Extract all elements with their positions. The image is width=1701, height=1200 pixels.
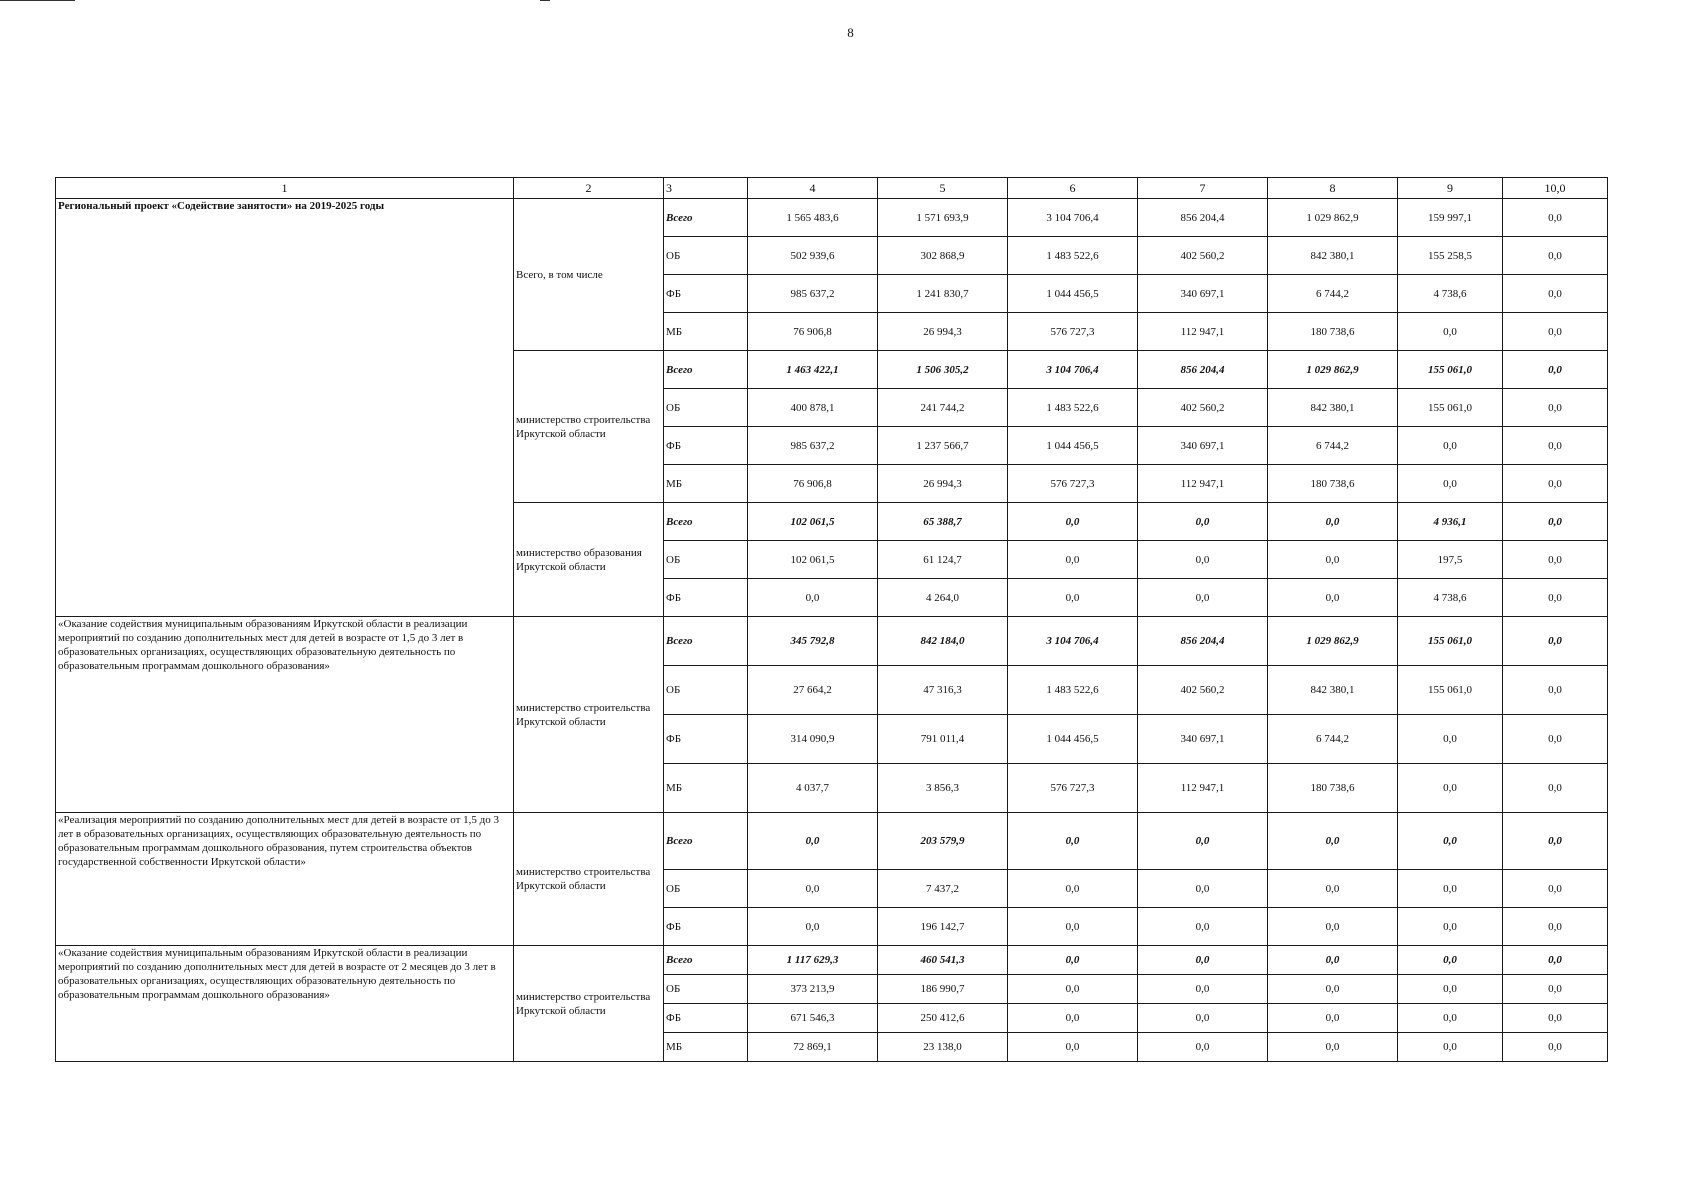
amount-cell: 0,0 [1268, 975, 1398, 1004]
amount-cell: 0,0 [1008, 908, 1138, 946]
amount-cell: 0,0 [1503, 427, 1608, 465]
funding-source: МБ [664, 465, 748, 503]
funding-source: ФБ [664, 908, 748, 946]
responsible-organization: министерство строительства Иркутской области [514, 617, 664, 813]
amount-cell: 0,0 [1268, 908, 1398, 946]
amount-cell: 0,0 [1503, 946, 1608, 975]
header-cell: 5 [878, 178, 1008, 199]
amount-cell: 791 011,4 [878, 715, 1008, 764]
amount-cell: 0,0 [748, 908, 878, 946]
amount-cell: 1 029 862,9 [1268, 199, 1398, 237]
amount-cell: 0,0 [1138, 1033, 1268, 1062]
responsible-organization: министерство образования Иркутской области [514, 503, 664, 617]
amount-cell: 340 697,1 [1138, 275, 1268, 313]
amount-cell: 159 997,1 [1398, 199, 1503, 237]
amount-cell: 4 738,6 [1398, 579, 1503, 617]
amount-cell: 0,0 [1008, 579, 1138, 617]
amount-cell: 0,0 [1138, 908, 1268, 946]
amount-cell: 842 380,1 [1268, 237, 1398, 275]
amount-cell: 0,0 [1138, 541, 1268, 579]
amount-cell: 3 104 706,4 [1008, 617, 1138, 666]
amount-cell: 460 541,3 [878, 946, 1008, 975]
amount-cell: 0,0 [1008, 813, 1138, 870]
amount-cell: 0,0 [1503, 465, 1608, 503]
responsible-organization: Всего, в том числе [514, 199, 664, 351]
funding-source: ФБ [664, 715, 748, 764]
amount-cell: 203 579,9 [878, 813, 1008, 870]
amount-cell: 6 744,2 [1268, 427, 1398, 465]
header-row [56, 178, 1608, 199]
amount-cell: 0,0 [1503, 715, 1608, 764]
responsible-organization: министерство строительства Иркутской области [514, 813, 664, 946]
amount-cell: 0,0 [1398, 813, 1503, 870]
amount-cell: 1 506 305,2 [878, 351, 1008, 389]
amount-cell: 0,0 [1503, 975, 1608, 1004]
header-cell: 2 [514, 178, 664, 199]
header-cell: 6 [1008, 178, 1138, 199]
amount-cell: 0,0 [1138, 813, 1268, 870]
amount-cell: 0,0 [1398, 1004, 1503, 1033]
amount-cell: 23 138,0 [878, 1033, 1008, 1062]
funding-source: ФБ [664, 275, 748, 313]
amount-cell: 155 061,0 [1398, 389, 1503, 427]
header-cell: 3 [664, 178, 748, 199]
amount-cell: 6 744,2 [1268, 715, 1398, 764]
amount-cell: 1 565 483,6 [748, 199, 878, 237]
amount-cell: 1 241 830,7 [878, 275, 1008, 313]
amount-cell: 402 560,2 [1138, 237, 1268, 275]
amount-cell: 0,0 [1503, 764, 1608, 813]
amount-cell: 112 947,1 [1138, 764, 1268, 813]
funding-source: Всего [664, 351, 748, 389]
amount-cell: 0,0 [1008, 1004, 1138, 1033]
funding-source: ОБ [664, 541, 748, 579]
amount-cell: 1 463 422,1 [748, 351, 878, 389]
amount-cell: 0,0 [1008, 503, 1138, 541]
amount-cell: 112 947,1 [1138, 465, 1268, 503]
amount-cell: 1 237 566,7 [878, 427, 1008, 465]
amount-cell: 1 044 456,5 [1008, 427, 1138, 465]
amount-cell: 4 264,0 [878, 579, 1008, 617]
amount-cell: 0,0 [1138, 870, 1268, 908]
amount-cell: 76 906,8 [748, 313, 878, 351]
amount-cell: 0,0 [1503, 579, 1608, 617]
amount-cell: 1 044 456,5 [1008, 275, 1138, 313]
amount-cell: 0,0 [1503, 1004, 1608, 1033]
page-number: 8 [847, 25, 854, 40]
amount-cell: 340 697,1 [1138, 715, 1268, 764]
amount-cell: 0,0 [1398, 870, 1503, 908]
funding-source: ФБ [664, 579, 748, 617]
amount-cell: 180 738,6 [1268, 313, 1398, 351]
amount-cell: 373 213,9 [748, 975, 878, 1004]
amount-cell: 400 878,1 [748, 389, 878, 427]
amount-cell: 0,0 [1268, 813, 1398, 870]
amount-cell: 0,0 [1008, 870, 1138, 908]
amount-cell: 0,0 [1503, 666, 1608, 715]
amount-cell: 0,0 [1268, 870, 1398, 908]
amount-cell: 0,0 [1398, 764, 1503, 813]
amount-cell: 250 412,6 [878, 1004, 1008, 1033]
amount-cell: 1 571 693,9 [878, 199, 1008, 237]
header-cell: 7 [1138, 178, 1268, 199]
amount-cell: 0,0 [748, 579, 878, 617]
amount-cell: 0,0 [1008, 975, 1138, 1004]
amount-cell: 0,0 [1268, 503, 1398, 541]
table-row [56, 946, 1608, 975]
amount-cell: 180 738,6 [1268, 764, 1398, 813]
amount-cell: 4 936,1 [1398, 503, 1503, 541]
amount-cell: 65 388,7 [878, 503, 1008, 541]
header-cell: 1 [56, 178, 514, 199]
amount-cell: 26 994,3 [878, 313, 1008, 351]
amount-cell: 0,0 [1503, 237, 1608, 275]
amount-cell: 0,0 [1503, 617, 1608, 666]
amount-cell: 0,0 [1398, 946, 1503, 975]
header-cell: 4 [748, 178, 878, 199]
amount-cell: 576 727,3 [1008, 465, 1138, 503]
funding-source: МБ [664, 764, 748, 813]
funding-source: Всего [664, 199, 748, 237]
amount-cell: 4 738,6 [1398, 275, 1503, 313]
amount-cell: 0,0 [1503, 389, 1608, 427]
amount-cell: 314 090,9 [748, 715, 878, 764]
amount-cell: 0,0 [1398, 465, 1503, 503]
amount-cell: 0,0 [1138, 503, 1268, 541]
funding-source: ОБ [664, 666, 748, 715]
amount-cell: 7 437,2 [878, 870, 1008, 908]
amount-cell: 842 184,0 [878, 617, 1008, 666]
amount-cell: 241 744,2 [878, 389, 1008, 427]
section-title: Региональный проект «Содействие занятости» на 2019-2025 годы [56, 199, 514, 617]
section-title: «Реализация мероприятий по созданию дополнительных мест для детей в возрасте от 1,5 до 3 лет в образовательных организациях, осуществляющих образовательную деятельность по образовательным программам дошкольного образования, путем строительства объектов государственной собственности Иркутской области» [56, 813, 514, 946]
amount-cell: 842 380,1 [1268, 389, 1398, 427]
amount-cell: 0,0 [1138, 579, 1268, 617]
amount-cell: 186 990,7 [878, 975, 1008, 1004]
scan-edge-mark [0, 0, 75, 1]
amount-cell: 196 142,7 [878, 908, 1008, 946]
budget-table [55, 177, 1608, 1062]
amount-cell: 102 061,5 [748, 503, 878, 541]
amount-cell: 76 906,8 [748, 465, 878, 503]
amount-cell: 0,0 [748, 870, 878, 908]
amount-cell: 0,0 [1503, 813, 1608, 870]
amount-cell: 671 546,3 [748, 1004, 878, 1033]
amount-cell: 345 792,8 [748, 617, 878, 666]
funding-source: МБ [664, 1033, 748, 1062]
amount-cell: 0,0 [1398, 975, 1503, 1004]
amount-cell: 0,0 [1138, 1004, 1268, 1033]
amount-cell: 0,0 [1138, 946, 1268, 975]
header-cell: 8 [1268, 178, 1398, 199]
amount-cell: 576 727,3 [1008, 764, 1138, 813]
amount-cell: 0,0 [1503, 541, 1608, 579]
funding-source: МБ [664, 313, 748, 351]
amount-cell: 402 560,2 [1138, 389, 1268, 427]
amount-cell: 72 869,1 [748, 1033, 878, 1062]
amount-cell: 0,0 [1398, 908, 1503, 946]
amount-cell: 47 316,3 [878, 666, 1008, 715]
table-row [56, 813, 1608, 870]
table-row [56, 199, 1608, 237]
amount-cell: 102 061,5 [748, 541, 878, 579]
header-cell: 9 [1398, 178, 1503, 199]
funding-source: Всего [664, 617, 748, 666]
amount-cell: 155 258,5 [1398, 237, 1503, 275]
amount-cell: 0,0 [1398, 715, 1503, 764]
header-cell: 10,0 [1503, 178, 1608, 199]
section-title: «Оказание содействия муниципальным образованиям Иркутской области в реализации мероприятий по созданию дополнительных мест для детей в возрасте от 2 месяцев до 3 лет в образовательных организациях, осуществляющих образовательную деятельность по образовательным программам дошкольного образования» [56, 946, 514, 1062]
amount-cell: 0,0 [1008, 946, 1138, 975]
amount-cell: 0,0 [1268, 541, 1398, 579]
responsible-organization: министерство строительства Иркутской области [514, 351, 664, 503]
amount-cell: 1 483 522,6 [1008, 389, 1138, 427]
amount-cell: 502 939,6 [748, 237, 878, 275]
funding-source: ОБ [664, 870, 748, 908]
amount-cell: 0,0 [1268, 579, 1398, 617]
amount-cell: 1 117 629,3 [748, 946, 878, 975]
amount-cell: 0,0 [1268, 1004, 1398, 1033]
amount-cell: 112 947,1 [1138, 313, 1268, 351]
amount-cell: 0,0 [1008, 541, 1138, 579]
amount-cell: 197,5 [1398, 541, 1503, 579]
amount-cell: 340 697,1 [1138, 427, 1268, 465]
amount-cell: 0,0 [1268, 946, 1398, 975]
amount-cell: 0,0 [1398, 1033, 1503, 1062]
funding-source: Всего [664, 813, 748, 870]
amount-cell: 3 856,3 [878, 764, 1008, 813]
amount-cell: 0,0 [1503, 275, 1608, 313]
amount-cell: 27 664,2 [748, 666, 878, 715]
amount-cell: 1 029 862,9 [1268, 617, 1398, 666]
table-body [56, 199, 1608, 1062]
amount-cell: 856 204,4 [1138, 617, 1268, 666]
funding-source: ФБ [664, 1004, 748, 1033]
amount-cell: 1 029 862,9 [1268, 351, 1398, 389]
responsible-organization: министерство строительства Иркутской области [514, 946, 664, 1062]
amount-cell: 842 380,1 [1268, 666, 1398, 715]
amount-cell: 6 744,2 [1268, 275, 1398, 313]
amount-cell: 3 104 706,4 [1008, 199, 1138, 237]
amount-cell: 0,0 [1008, 1033, 1138, 1062]
amount-cell: 180 738,6 [1268, 465, 1398, 503]
amount-cell: 0,0 [1503, 503, 1608, 541]
table-row [56, 617, 1608, 666]
amount-cell: 0,0 [1138, 975, 1268, 1004]
amount-cell: 3 104 706,4 [1008, 351, 1138, 389]
amount-cell: 985 637,2 [748, 275, 878, 313]
funding-source: ОБ [664, 237, 748, 275]
amount-cell: 155 061,0 [1398, 666, 1503, 715]
funding-source: Всего [664, 946, 748, 975]
amount-cell: 576 727,3 [1008, 313, 1138, 351]
funding-source: Всего [664, 503, 748, 541]
amount-cell: 0,0 [748, 813, 878, 870]
amount-cell: 0,0 [1503, 351, 1608, 389]
amount-cell: 1 483 522,6 [1008, 666, 1138, 715]
amount-cell: 985 637,2 [748, 427, 878, 465]
amount-cell: 61 124,7 [878, 541, 1008, 579]
funding-source: ОБ [664, 975, 748, 1004]
funding-source: ФБ [664, 427, 748, 465]
amount-cell: 0,0 [1503, 870, 1608, 908]
amount-cell: 0,0 [1398, 313, 1503, 351]
amount-cell: 4 037,7 [748, 764, 878, 813]
scan-edge-mark [540, 0, 550, 1]
amount-cell: 302 868,9 [878, 237, 1008, 275]
amount-cell: 155 061,0 [1398, 617, 1503, 666]
section-title: «Оказание содействия муниципальным образованиям Иркутской области в реализации мероприятий по созданию дополнительных мест для детей в возрасте от 1,5 до 3 лет в образовательных организациях, осуществляющих образовательную деятельность по образовательным программам дошкольного образования» [56, 617, 514, 813]
amount-cell: 26 994,3 [878, 465, 1008, 503]
amount-cell: 0,0 [1503, 199, 1608, 237]
amount-cell: 1 044 456,5 [1008, 715, 1138, 764]
amount-cell: 1 483 522,6 [1008, 237, 1138, 275]
amount-cell: 0,0 [1398, 427, 1503, 465]
amount-cell: 856 204,4 [1138, 199, 1268, 237]
amount-cell: 856 204,4 [1138, 351, 1268, 389]
amount-cell: 402 560,2 [1138, 666, 1268, 715]
amount-cell: 155 061,0 [1398, 351, 1503, 389]
amount-cell: 0,0 [1503, 1033, 1608, 1062]
amount-cell: 0,0 [1503, 908, 1608, 946]
funding-source: ОБ [664, 389, 748, 427]
amount-cell: 0,0 [1268, 1033, 1398, 1062]
amount-cell: 0,0 [1503, 313, 1608, 351]
